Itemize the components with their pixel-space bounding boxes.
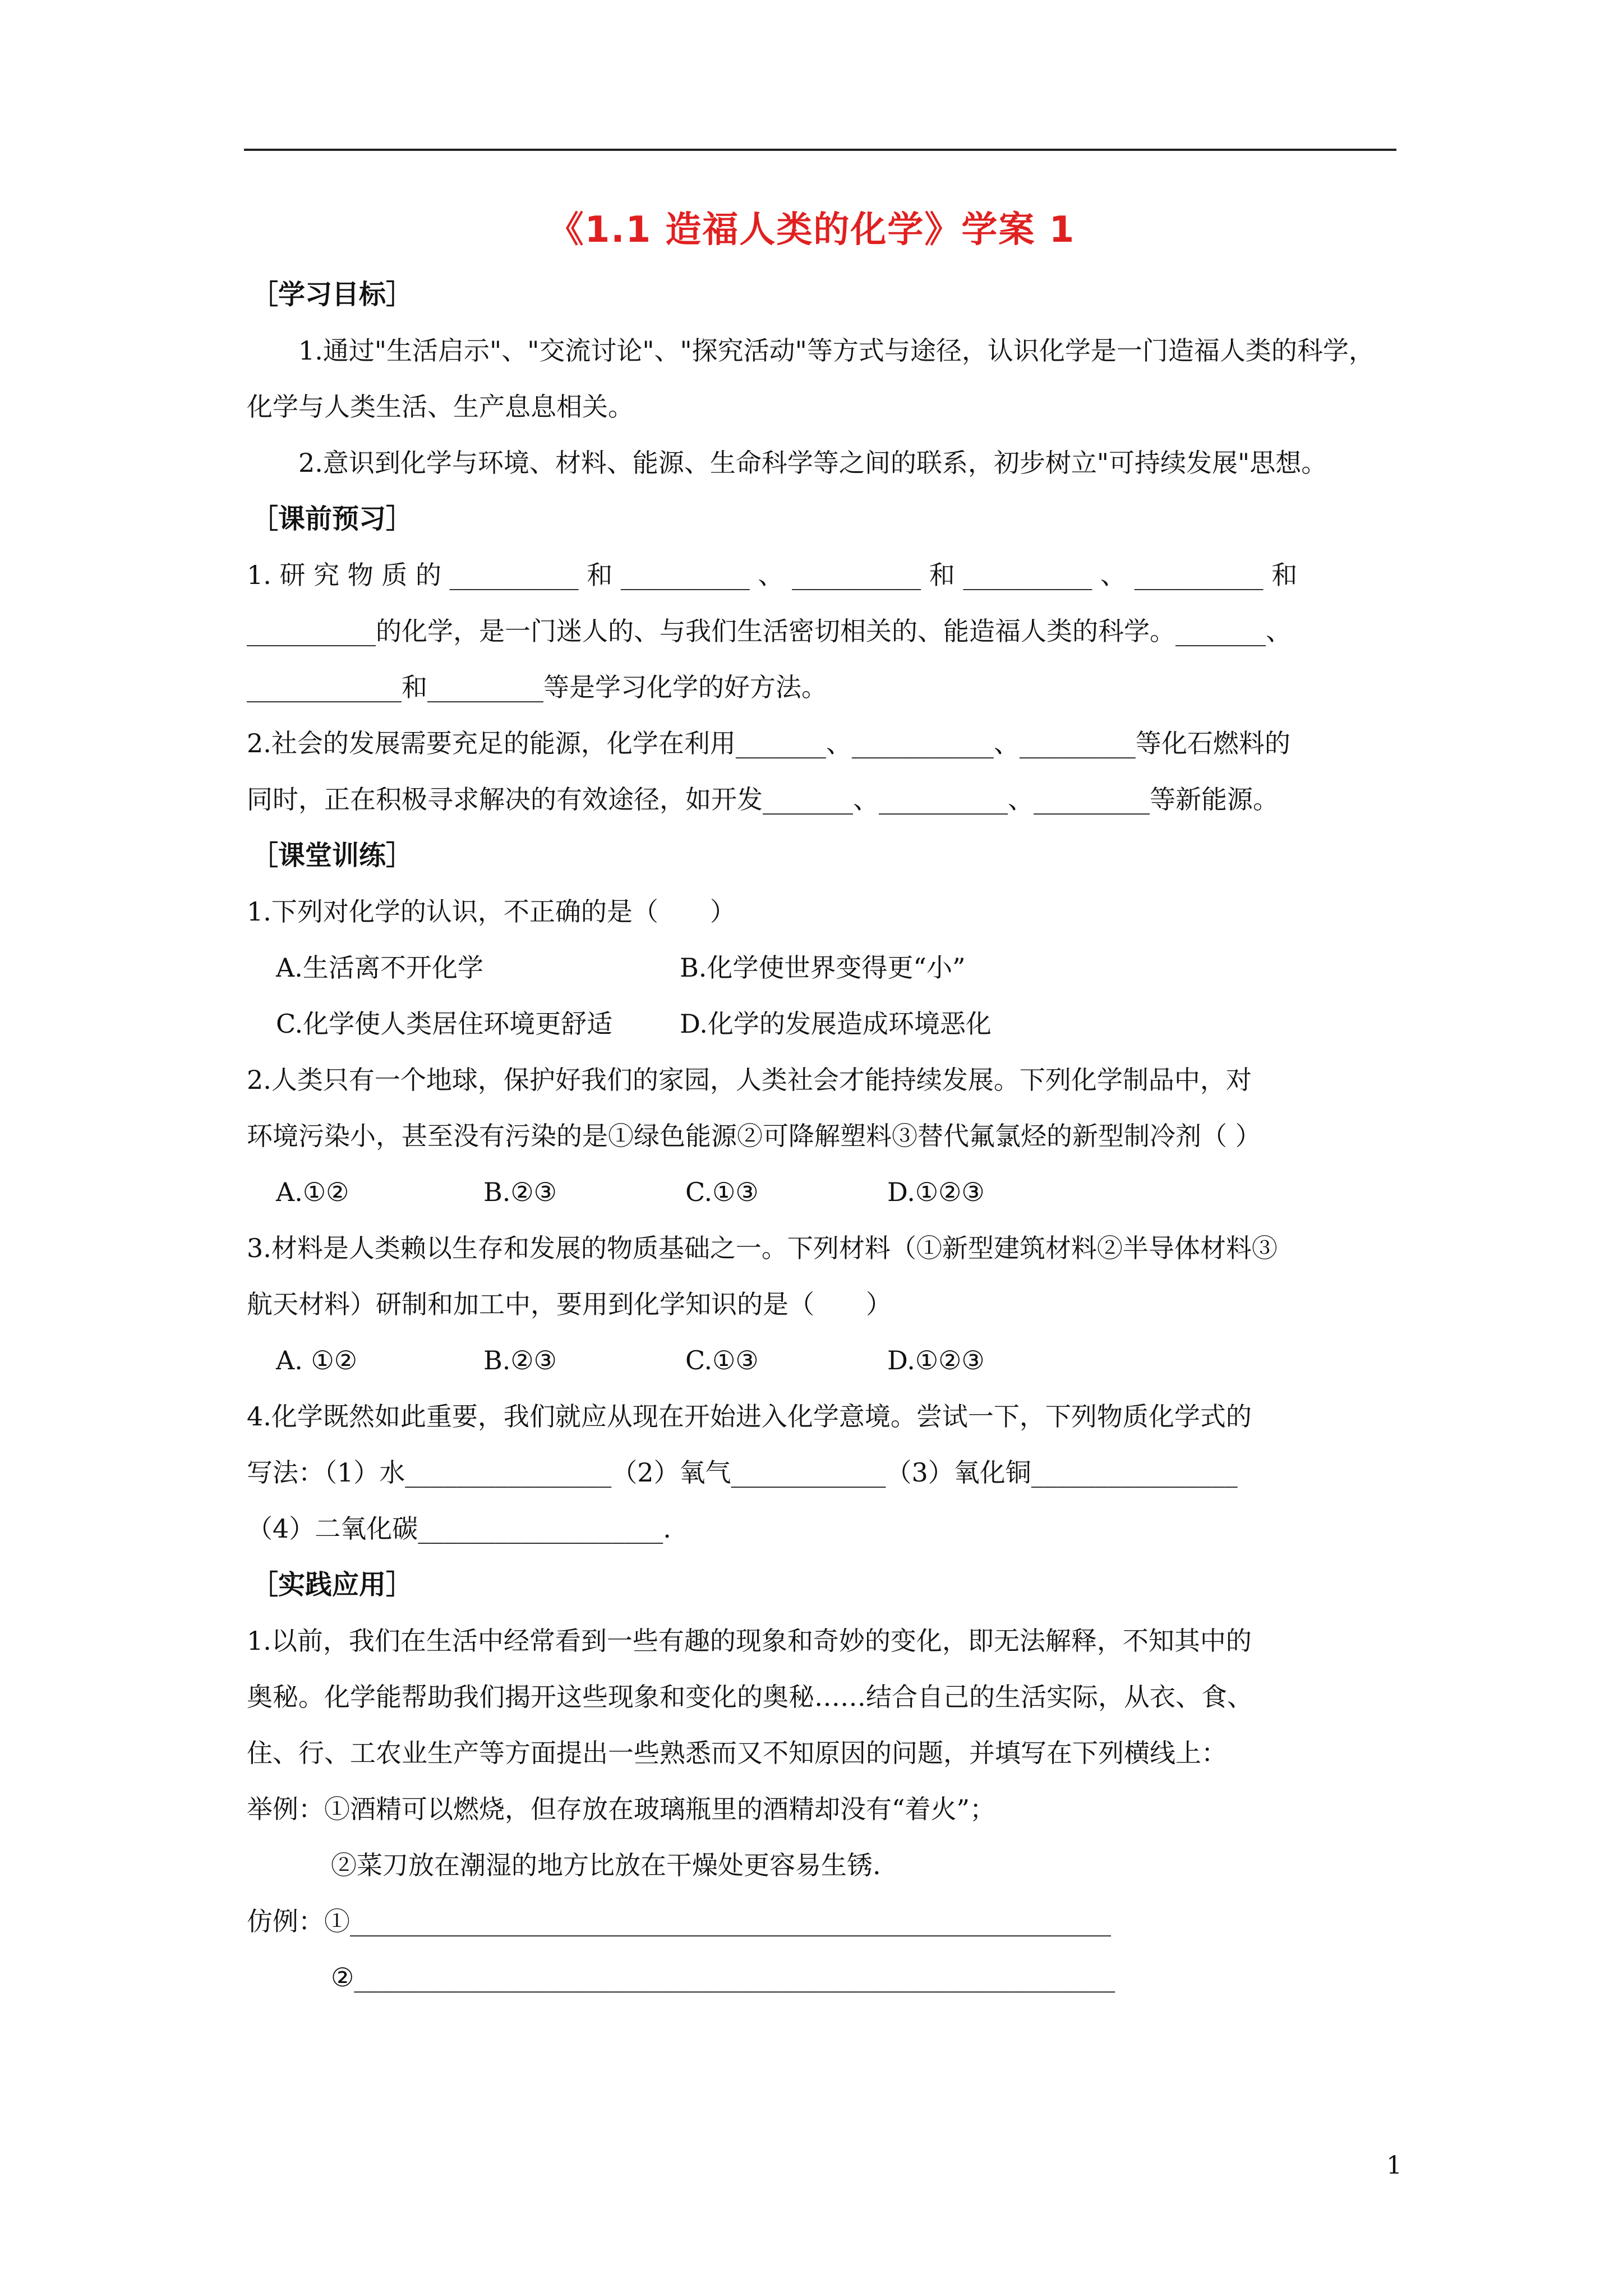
question-3-options [247,1332,1394,1388]
question-3-stem-line-1: 3.材料是人类赖以生存和发展的物质基础之一。下列材料（①新型建筑材料②半导体材料③ [247,1233,1278,1263]
goal-item-1: 1.通过"生活启示"、"交流讨论"、"探究活动"等方式与途径，认识化学是一门造福人类的科学，化学与人类生活、生产息息相关。 [247,335,1375,422]
example-1: ①酒精可以燃烧，但存放在玻璃瓶里的酒精却没有“着火”； [324,1794,996,1824]
question-4-stem-line-2: 写法：（1）水________________（2）氧气____________（3）氧化铜________________ [247,1457,1238,1488]
goal-item-2: 2.意识到化学与环境、材料、能源、生命科学等之间的联系，初步树立"可持续发展"思想。 [298,448,1327,478]
section-heading-practice: ［实践应用］ [251,1569,413,1600]
document-body [247,266,1394,2005]
imitate-line-1 [247,1893,1394,1949]
option-a: A.①② [276,1177,349,1207]
question-3-stem-line-2: 航天材料）研制和加工中，要用到化学知识的是（ ） [247,1289,892,1319]
section-heading-training: ［课堂训练］ [251,840,413,871]
question-2-stem-line-2: 环境污染小，甚至没有污染的是①绿色能源②可降解塑料③替代氟氯烃的新型制冷剂（ ） [247,1121,1261,1151]
option-b: B.②③ [483,1177,557,1207]
imitate-blank-1: ①___________________________________________________________ [324,1906,1111,1936]
option-c: C.化学使人类居住环境更舒适 [276,1009,613,1039]
question-2-stem-line-1: 2.人类只有一个地球，保护好我们的家园，人类社会才能持续发展。下列化学制品中，对 [247,1065,1252,1095]
imitate-blank-2: ②___________________________________________________________ [331,1962,1115,1993]
example-label: 举例： [247,1794,324,1824]
practice-line-3: 住、行、工农业生产等方面提出一些熟悉而又不知原因的问题，并填写在下列横线上： [247,1738,1227,1768]
question-4-stem-line-1: 4.化学既然如此重要，我们就应从现在开始进入化学意境。尝试一下，下列物质化学式的 [247,1401,1252,1432]
option-c: C.①③ [685,1345,759,1375]
header-rule [244,149,1396,151]
option-d: D.化学的发展造成环境恶化 [680,1009,992,1039]
option-b: B.化学使世界变得更“小” [680,953,966,983]
preview-line-5: 同时，正在积极寻求解决的有效途径，如开发_______、__________、_________等新能源。 [247,784,1279,815]
question-1-stem: 1.下列对化学的认识，不正确的是（ ） [247,896,736,927]
option-a: A.生活离不开化学 [276,953,483,983]
question-4-stem-line-3: （4）二氧化碳___________________. [247,1513,671,1544]
page-number: 1 [1386,2151,1402,2180]
option-a: A. ①② [276,1345,357,1375]
section-heading-preview: ［课前预习］ [251,503,413,535]
preview-line-2: __________的化学，是一门迷人的、与我们生活密切相关的、能造福人类的科学。_______、 [247,616,1292,646]
question-1-options-row-2 [247,996,1394,1052]
option-d: D.①②③ [887,1345,985,1375]
practice-line-2: 奥秘。化学能帮助我们揭开这些现象和变化的奥秘……结合自己的生活实际，从衣、食、 [247,1682,1253,1712]
example-line-1 [247,1781,1394,1837]
practice-line-1: 1.以前，我们在生活中经常看到一些有趣的现象和奇妙的变化，即无法解释，不知其中的 [247,1626,1252,1656]
option-d: D.①②③ [887,1177,985,1207]
preview-line-3: ____________和_________等是学习化学的好方法。 [247,672,827,702]
preview-line-4: 2.社会的发展需要充足的能源，化学在利用_______、___________、_________等化石燃料的 [247,728,1290,758]
preview-line-1: 1. 研 究 物 质 的 __________ 和 __________ 、 __________ 和 __________ 、 __________ 和 [247,560,1298,590]
document-title: 《1.1 造福人类的化学》学案 1 [547,209,1076,251]
question-2-options [247,1164,1394,1220]
option-b: B.②③ [483,1345,557,1375]
example-2: ②菜刀放在潮湿的地方比放在干燥处更容易生锈. [331,1850,881,1880]
question-1-options-row-1 [247,940,1394,996]
imitate-label: 仿例： [247,1906,324,1936]
option-c: C.①③ [685,1177,759,1207]
section-heading-goals: ［学习目标］ [251,279,413,310]
